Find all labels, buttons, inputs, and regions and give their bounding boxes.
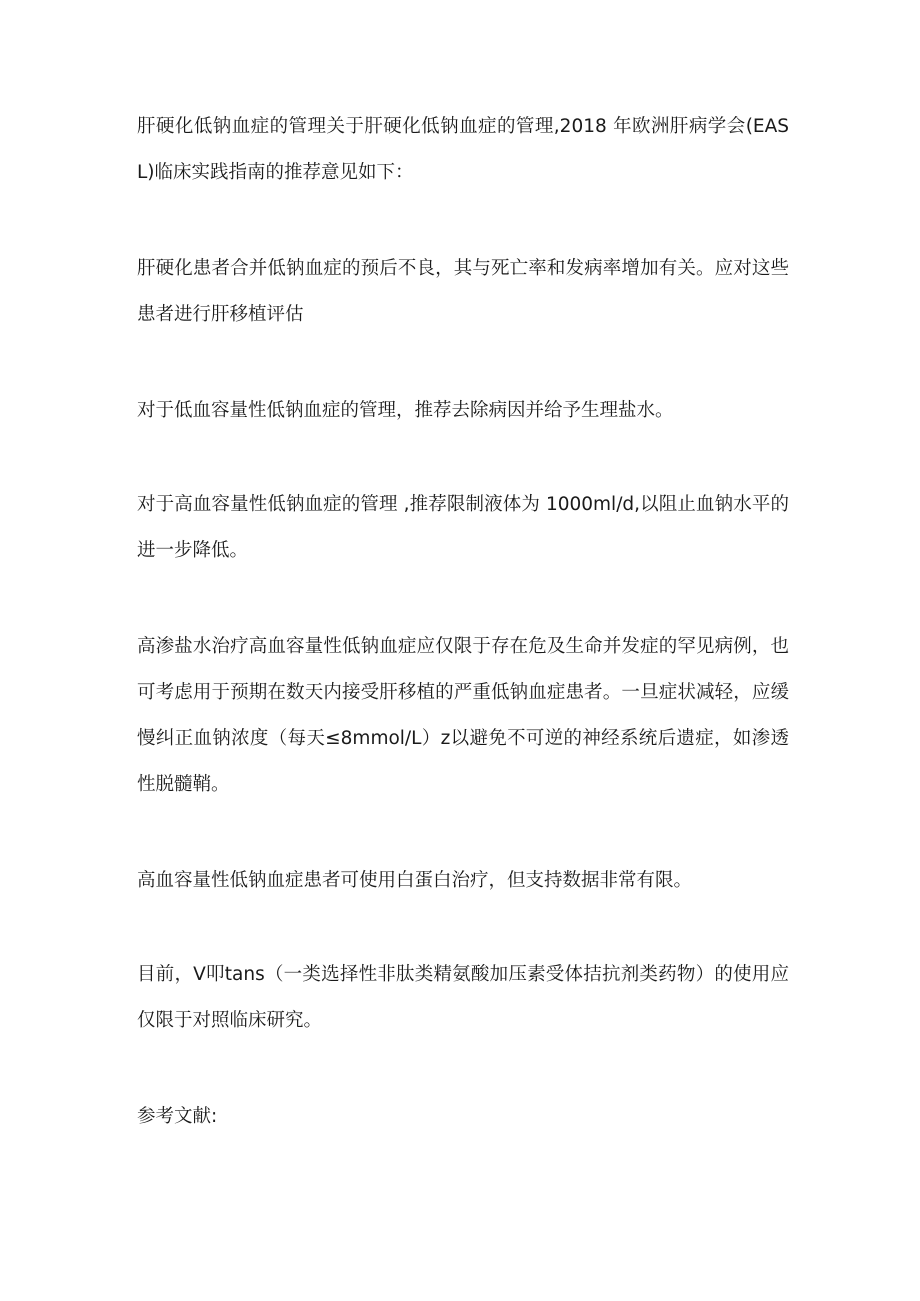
- paragraph-albumin: 高血容量性低钠血症患者可使用白蛋白治疗，但支持数据非常有限。: [137, 870, 693, 891]
- references-heading: 参考文献:: [137, 1106, 218, 1127]
- paragraph-vaptans: 目前，V叩tans（一类选择性非肽类精氨酸加压素受体拮抗剂类药物）的使用应仅限于对照临床研究。: [137, 964, 789, 1031]
- paragraph-hypovolemic: 对于低血容量性低钠血症的管理，推荐去除病因并给予生理盐水。: [137, 400, 674, 421]
- paragraph-prognosis: 肝硬化患者合并低钠血症的预后不良，其与死亡率和发病率增加有关。应对这些患者进行肝移植评估: [137, 258, 789, 325]
- paragraph-hypervolemic: 对于高血容量性低钠血症的管理 ,推荐限制液体为 1000ml/d,以阻止血钠水平的进一步降低。: [137, 494, 789, 561]
- paragraph-hypertonic-saline: 高渗盐水治疗高血容量性低钠血症应仅限于存在危及生命并发症的罕见病例，也可考虑用于预期在数天内接受肝移植的严重低钠血症患者。一旦症状减轻，应缓慢纠正血钠浓度（每天≤8mmol∕L）z以避免不可逆的神经系统后遗症，如渗透性脱髓鞘。: [137, 636, 789, 795]
- paragraph-intro: 肝硬化低钠血症的管理关于肝硬化低钠血症的管理,2018 年欧洲肝病学会(EASL)临床实践指南的推荐意见如下：: [137, 116, 789, 183]
- document-body: [137, 104, 789, 1140]
